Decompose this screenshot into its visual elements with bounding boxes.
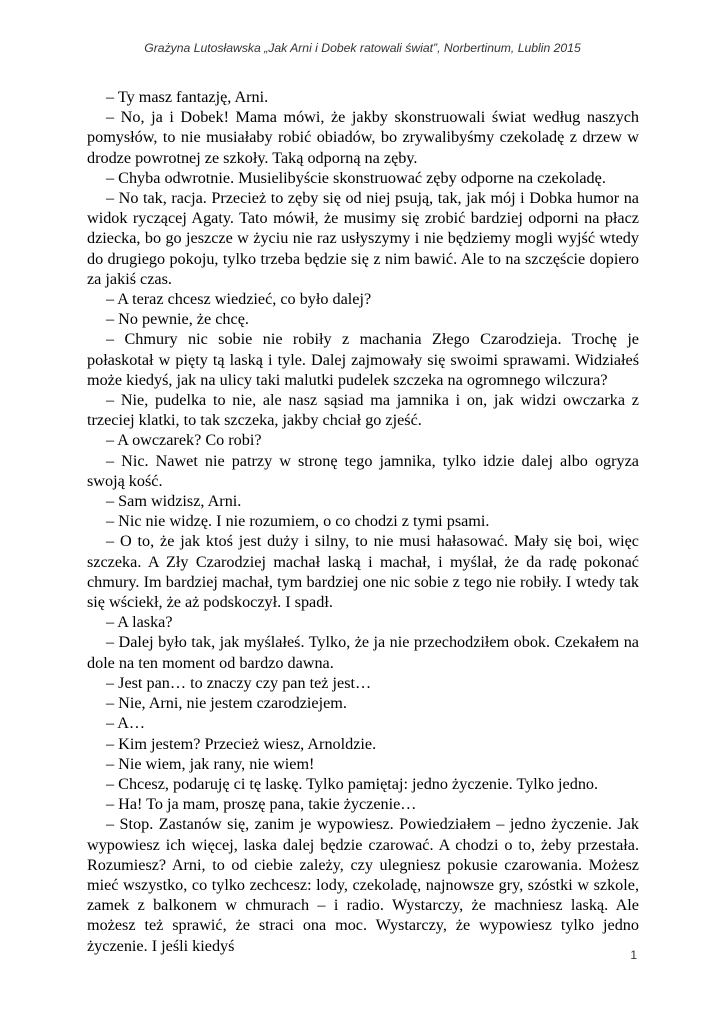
paragraph: – Nic. Nawet nie patrzy w stronę tego jamnika, tylko idzie dalej albo ogryza swoją kość. [87, 451, 639, 490]
paragraph: – A… [106, 714, 146, 733]
paragraph: – Nie wiem, jak rany, nie wiem! [106, 754, 315, 773]
page-number: 1 [630, 948, 637, 962]
paragraph: – A owczarek? Co robi? [106, 431, 262, 450]
body-text [87, 87, 639, 956]
paragraph: – Nie, Arni, nie jestem czarodziejem. [106, 694, 347, 713]
paragraph: – O to, że jak ktoś jest duży i silny, to nie musi hałasować. Mały się boi, więc szczeka. A Zły Czarodziej machał laską i machał, i myślał, że da radę pokonać chmury. Im bardziej machał, tym bardziej one nic sobie z tego nie robiły. I wtedy tak się wściekł, że aż podskoczył. I spadł. [87, 532, 639, 612]
paragraph: – Kim jestem? Przecież wiesz, Arnoldzie. [106, 734, 377, 753]
paragraph: – A laska? [106, 613, 173, 632]
paragraph: – No, ja i Dobek! Mama mówi, że jakby skonstruowali świat według naszych pomysłów, to nie musiałaby robić obiadów, bo zrywalibyśmy czekoladę z drzew w drodze powrotnej ze szkoły. Taką odporną na zęby. [87, 108, 639, 167]
paragraph: – No pewnie, że chcę. [106, 310, 249, 329]
paragraph: – Dalej było tak, jak myślałeś. Tylko, że ja nie przechodziłem obok. Czekałem na dole na ten moment od bardzo dawna. [87, 633, 639, 672]
paragraph: – Stop. Zastanów się, zanim je wypowiesz. Powiedziałem – jedno życzenie. Jak wypowiesz ich więcej, laska dalej będzie czarować. A chodzi o to, żeby przestała. Rozumiesz? Arni, to od ciebie zależy, czy ulegniesz pokusie czarowania. Możesz mieć wszystko, co tylko zechcesz: lody, czekoladę, najnowsze gry, szóstki w szkole, zamek z balkonem w chmurach – i radio. Wystarczy, że machniesz laską. Ale możesz też sprawić, że straci ona moc. Wystarczy, że wypowiesz tylko jedno życzenie. I jeśli kiedyś [87, 815, 639, 955]
paragraph: – Jest pan… to znaczy czy pan też jest… [106, 673, 372, 692]
paragraph: – Chcesz, podaruję ci tę laskę. Tylko pamiętaj: jedno życzenie. Tylko jedno. [106, 774, 599, 793]
page-header: Grażyna Lutosławska „Jak Arni i Dobek ratowali świat”, Norbertinum, Lublin 2015 [144, 41, 581, 55]
paragraph: – A teraz chcesz wiedzieć, co było dalej? [106, 290, 372, 309]
paragraph: – Ha! To ja mam, proszę pana, takie życzenie… [106, 795, 417, 814]
paragraph: – Chyba odwrotnie. Musielibyście skonstruować zęby odporne na czekoladę. [106, 168, 606, 187]
paragraph: – No tak, racja. Przecież to zęby się od niej psują, tak, jak mój i Dobka humor na widok ryczącej Agaty. Tato mówił, że musimy się zrobić bardziej odporni na płacz dziecka, bo go jeszcze w życiu nie raz usłyszymy i nie będziemy mogli wyjść wtedy do drugiego pokoju, tylko trzeba będzie się z nim bawić. Ale to na szczęście dopiero za jakiś czas. [87, 189, 639, 288]
paragraph: – Nie, pudelka to nie, ale nasz sąsiad ma jamnika i on, jak widzi owczarka z trzeciej klatki, to tak szczeka, jakby chciał go zjeść. [87, 391, 639, 430]
paragraph: – Sam widzisz, Arni. [106, 492, 242, 511]
paragraph: – Ty masz fantazję, Arni. [106, 88, 269, 106]
paragraph: – Nic nie widzę. I nie rozumiem, o co chodzi z tymi psami. [106, 512, 490, 531]
paragraph: – Chmury nic sobie nie robiły z machania Złego Czarodzieja. Trochę je połaskotał w pięty tą laską i tyle. Dalej zajmowały się swoimi sprawami. Widziałeś może kiedyś, jak na ulicy taki malutki pudelek szczeka na ogromnego wilczura? [87, 330, 639, 389]
